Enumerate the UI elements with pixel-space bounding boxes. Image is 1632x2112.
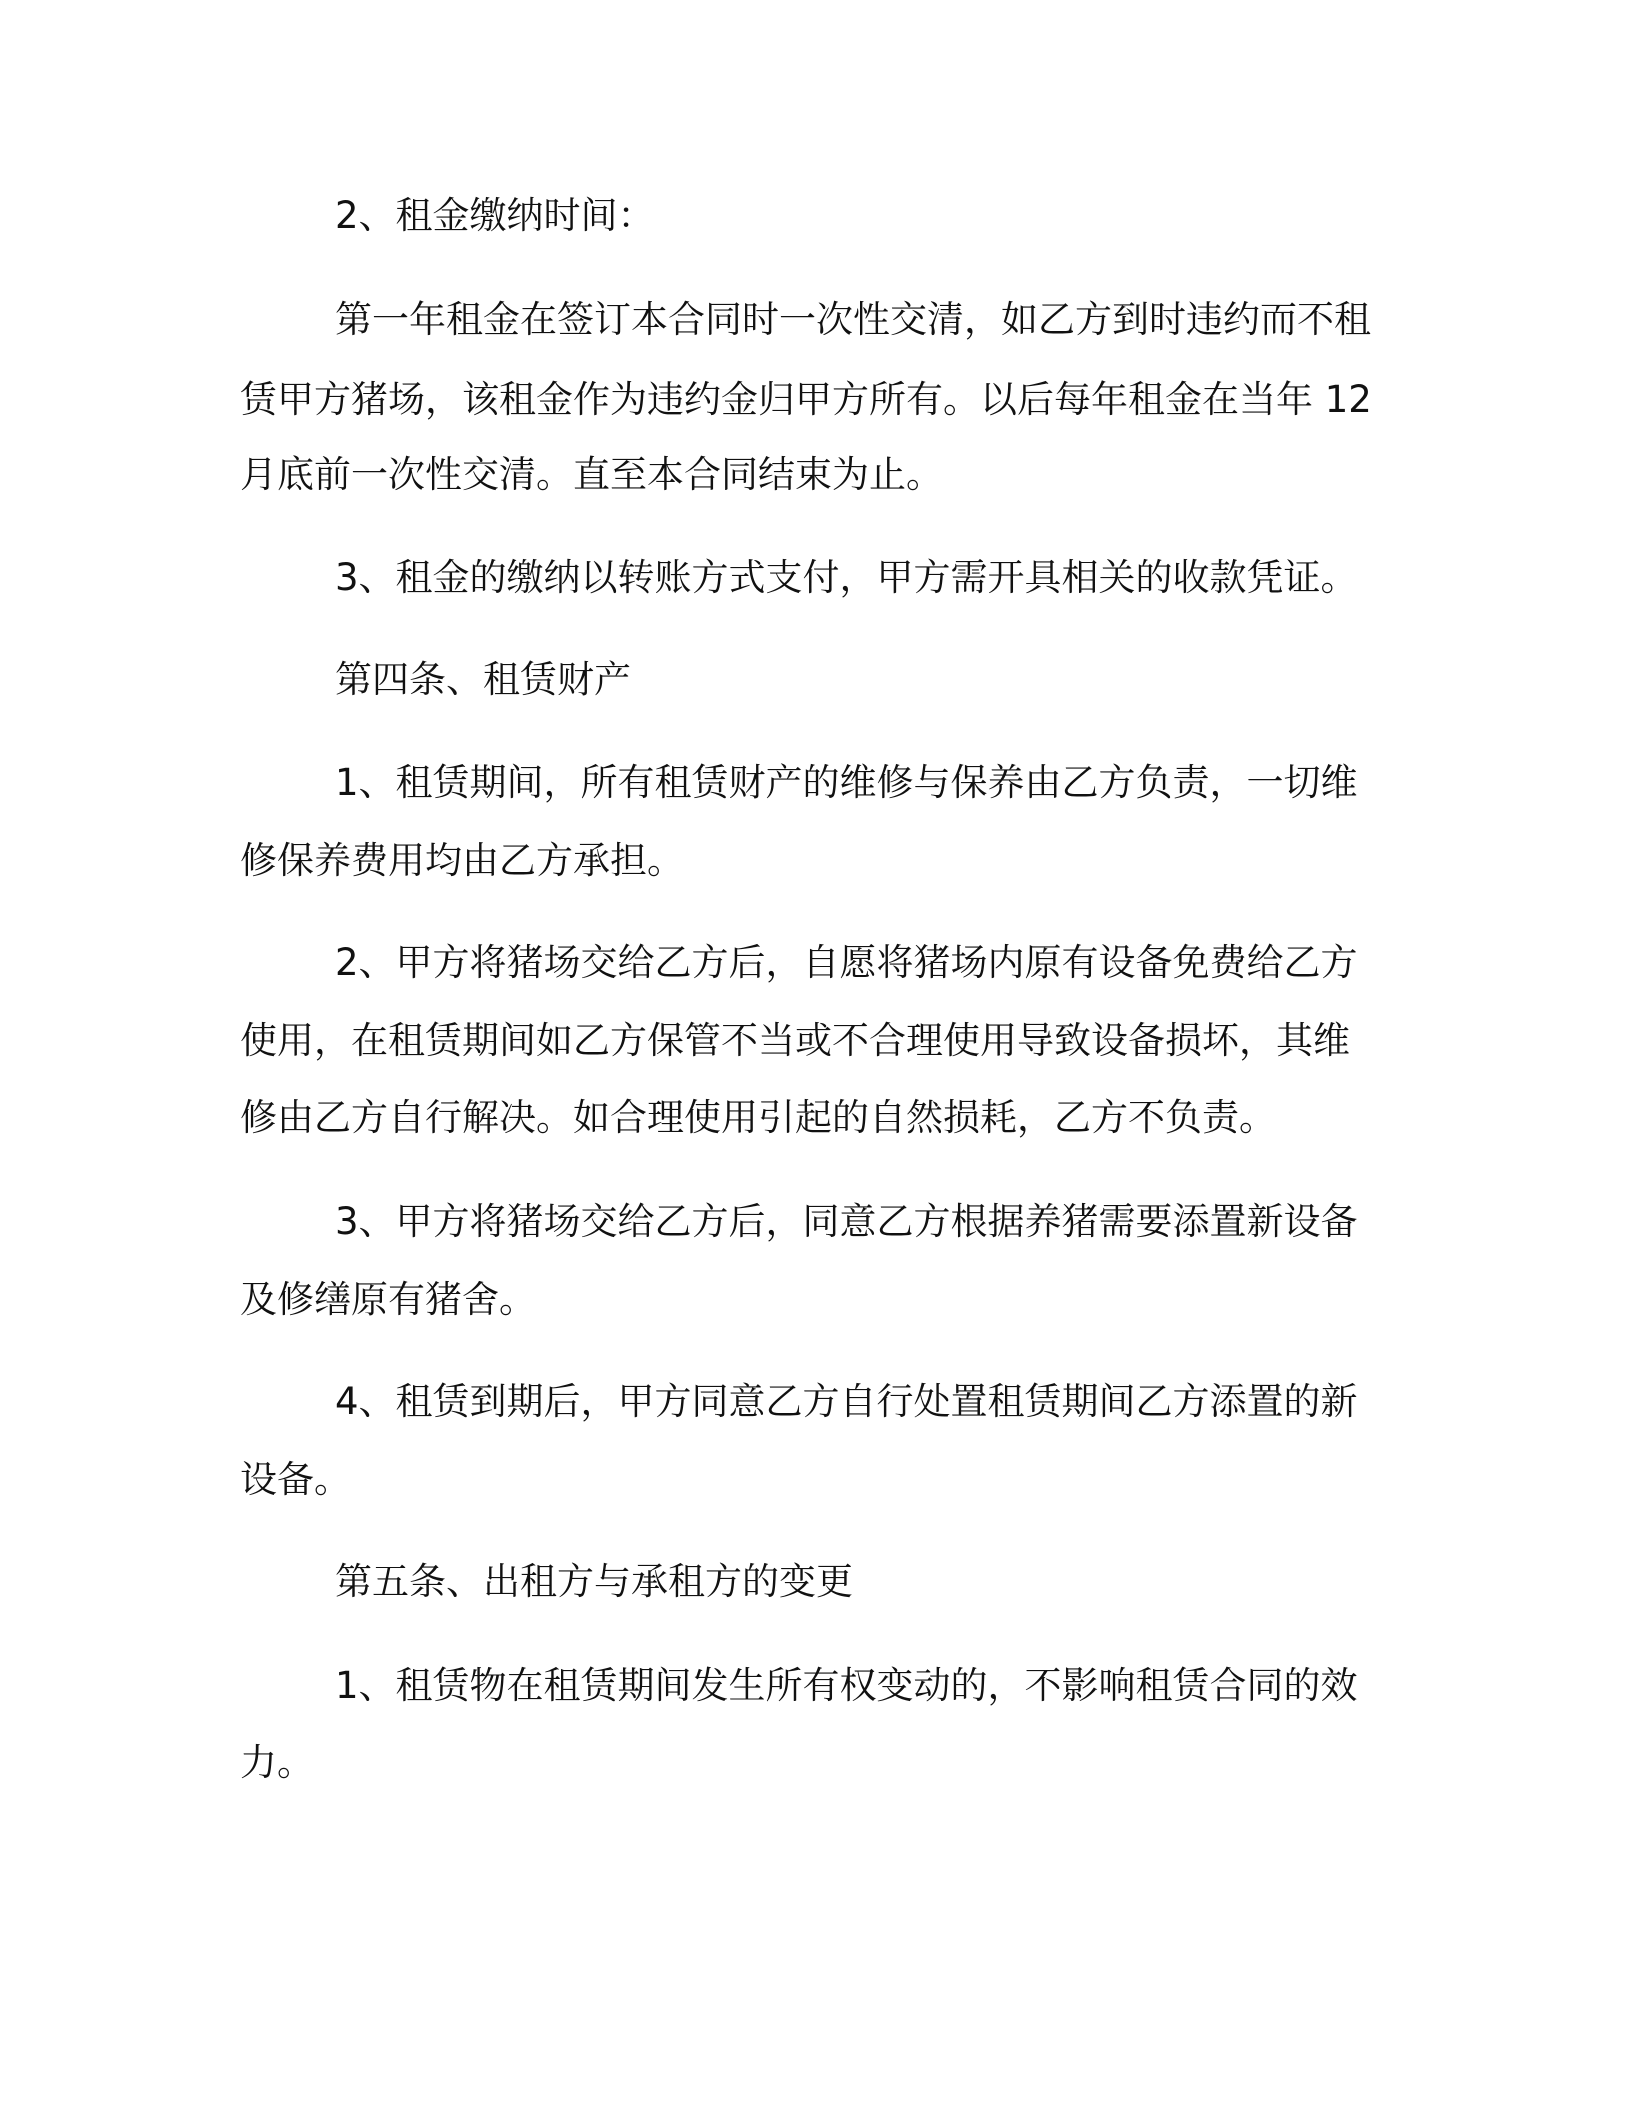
clause-2-heading: 2、租金缴纳时间： xyxy=(335,194,655,237)
section-heading: 第四条、租赁财产 xyxy=(335,658,631,701)
paragraph-line: 力。 xyxy=(240,1741,314,1784)
paragraph-line: 修由乙方自行解决。如合理使用引起的自然损耗，乙方不负责。 xyxy=(240,1096,1276,1139)
paragraph-line: 使用，在租赁期间如乙方保管不当或不合理使用导致设备损坏，其维 xyxy=(240,1019,1350,1062)
paragraph-line: 1、租赁期间，所有租赁财产的维修与保养由乙方负责，一切维 xyxy=(335,761,1358,804)
paragraph-line: 月底前一次性交清。直至本合同结束为止。 xyxy=(240,453,943,496)
paragraph-line: 2、甲方将猪场交给乙方后，自愿将猪场内原有设备免费给乙方 xyxy=(335,941,1358,984)
paragraph-line: 及修缮原有猪舍。 xyxy=(240,1278,536,1321)
paragraph-line: 修保养费用均由乙方承担。 xyxy=(240,839,684,882)
paragraph-line: 3、甲方将猪场交给乙方后，同意乙方根据养猪需要添置新设备 xyxy=(335,1200,1358,1243)
paragraph-line: 第一年租金在签订本合同时一次性交清，如乙方到时违约而不租 xyxy=(335,298,1371,341)
paragraph-line: 1、租赁物在租赁期间发生所有权变动的，不影响租赁合同的效 xyxy=(335,1664,1358,1707)
paragraph-line: 设备。 xyxy=(240,1458,351,1501)
section-heading: 第五条、出租方与承租方的变更 xyxy=(335,1560,853,1603)
paragraph-line: 赁甲方猪场，该租金作为违约金归甲方所有。以后每年租金在当年 12 xyxy=(240,378,1372,421)
paragraph-line: 3、租金的缴纳以转账方式支付，甲方需开具相关的收款凭证。 xyxy=(335,556,1358,599)
paragraph-line: 4、租赁到期后，甲方同意乙方自行处置租赁期间乙方添置的新 xyxy=(335,1380,1358,1423)
